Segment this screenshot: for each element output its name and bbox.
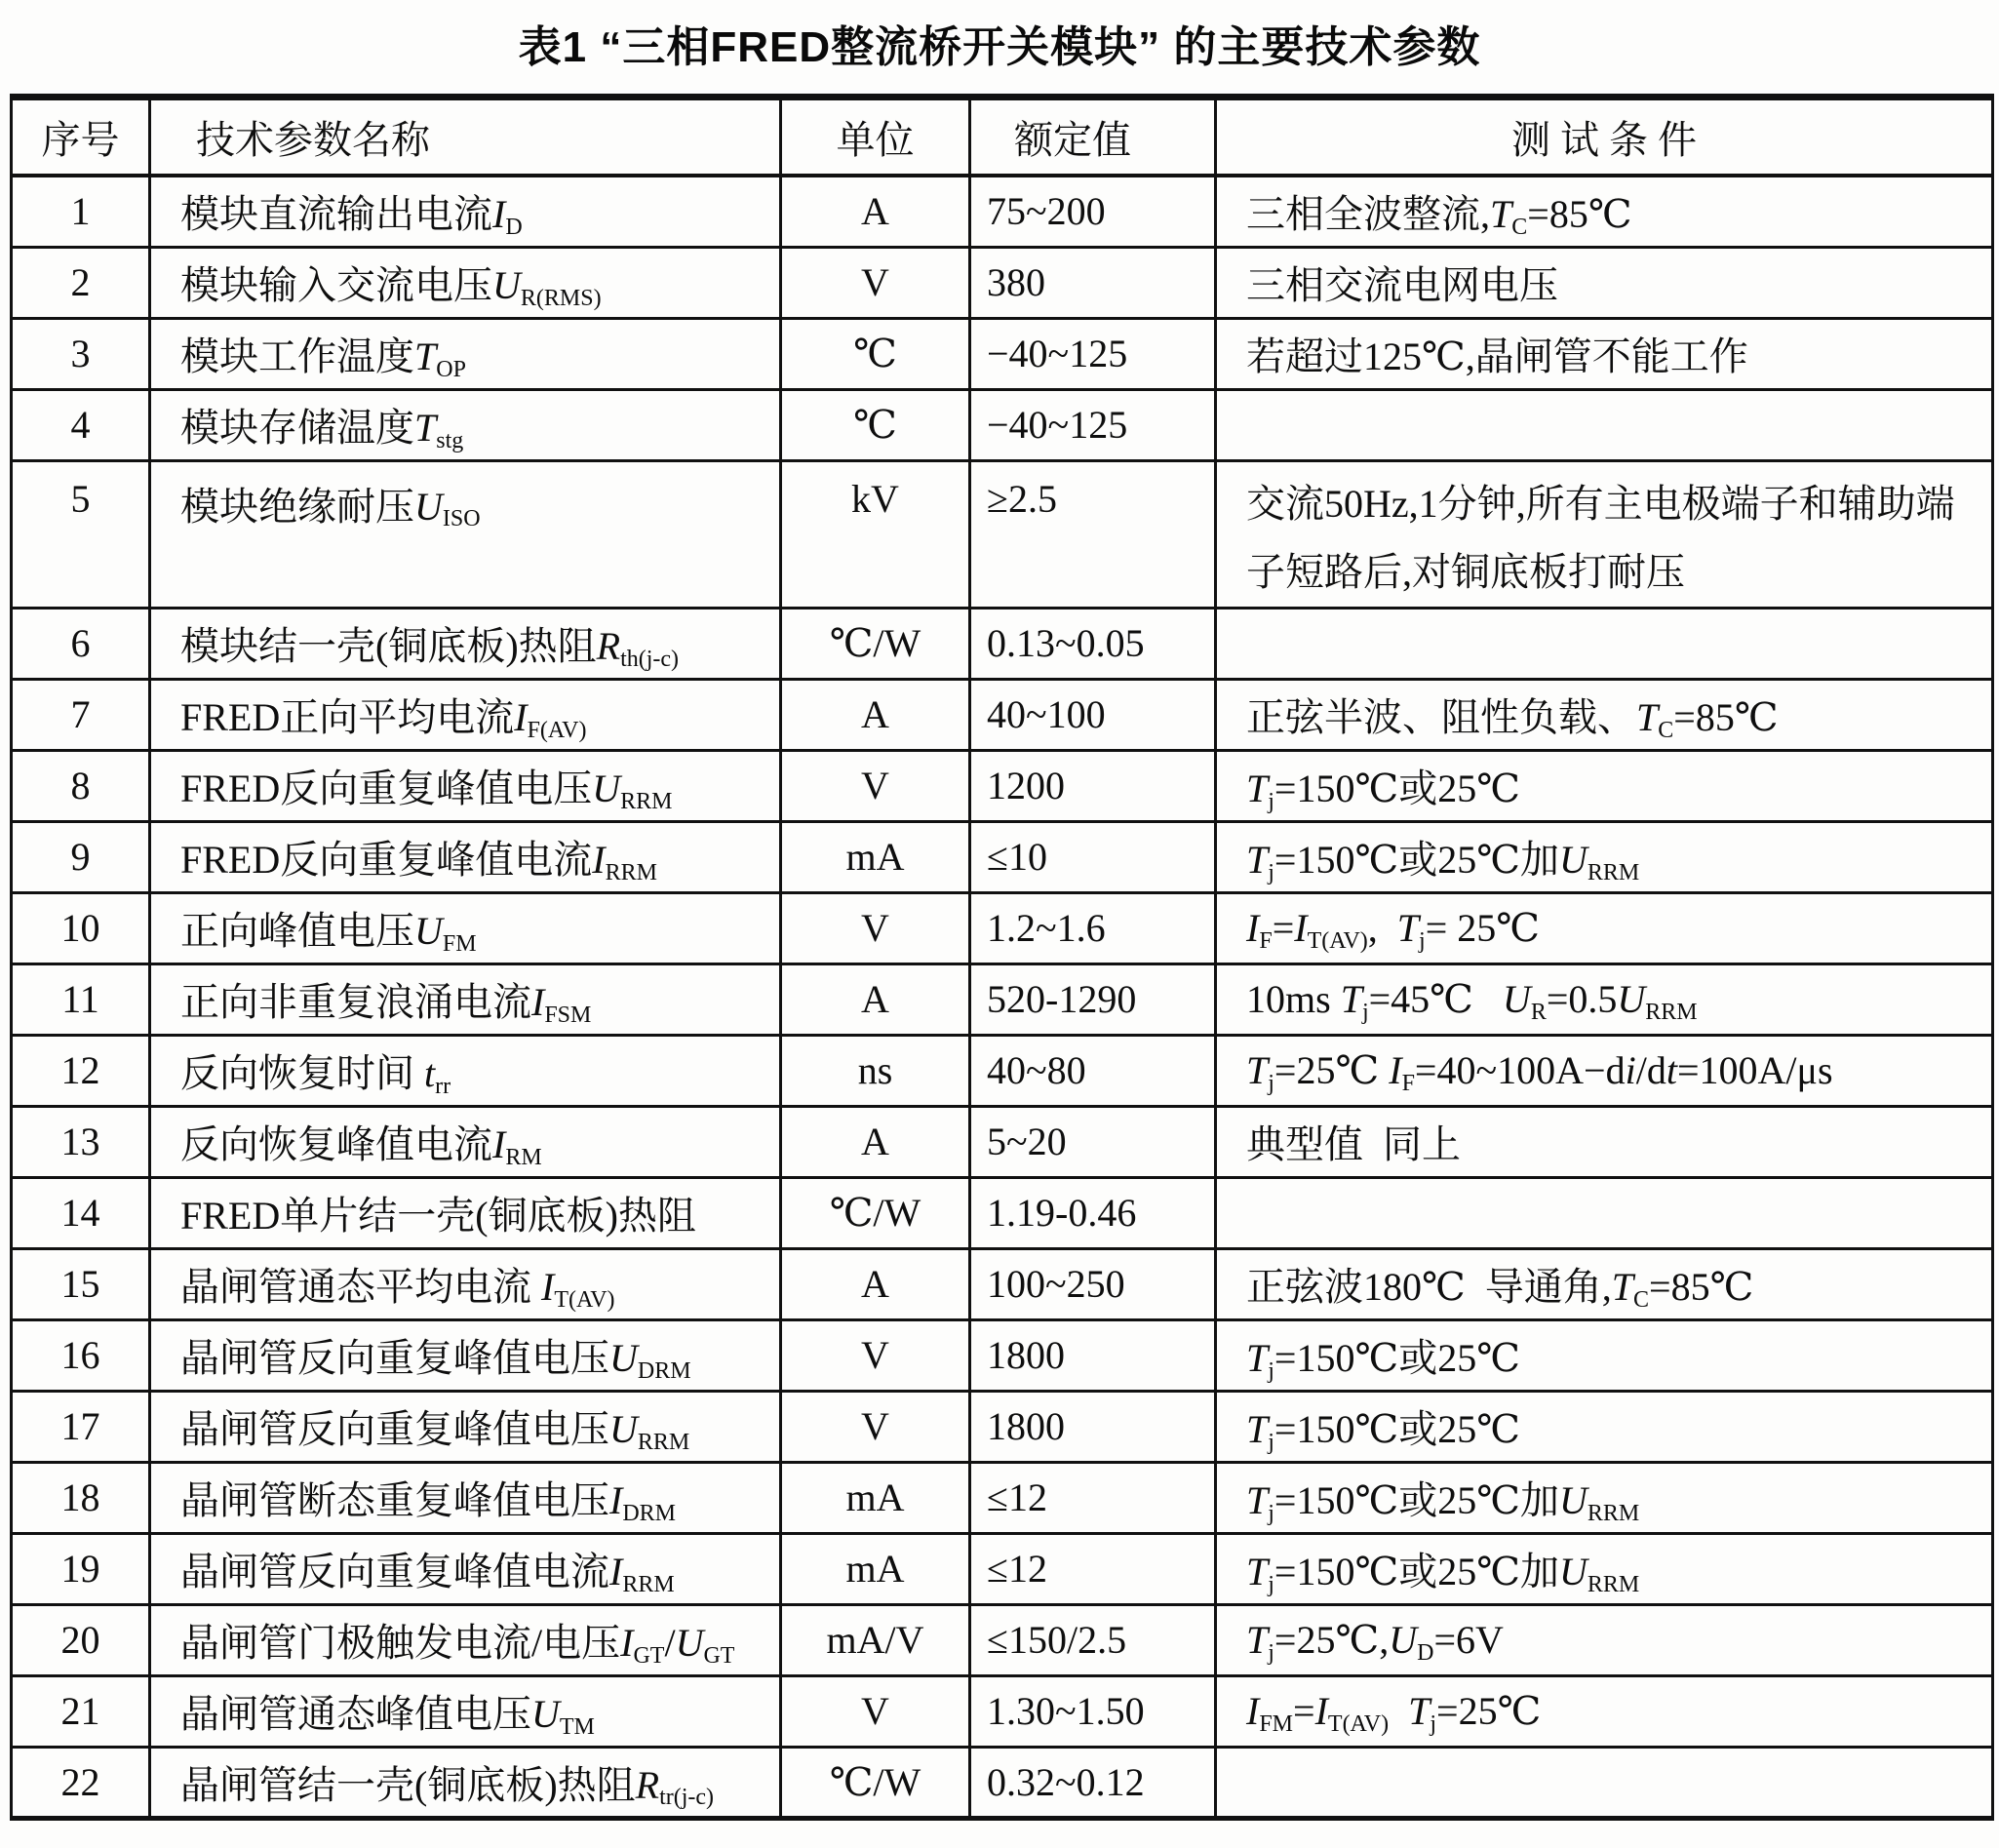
test-condition-cell: 正弦波180℃ 导通角$,T_C=85℃$ bbox=[1216, 1248, 1993, 1319]
row-serial-number: 2 bbox=[12, 247, 150, 318]
unit-cell: V bbox=[781, 1319, 970, 1391]
unit-cell: V bbox=[781, 1675, 970, 1747]
unit-cell: ℃ bbox=[781, 389, 970, 460]
test-condition-cell: 典型值 同上 bbox=[1216, 1106, 1993, 1177]
test-condition-cell: $T_j=25℃$ $I_F=40\sim 100A-di/dt=100A/\mu s$ bbox=[1216, 1035, 1993, 1106]
rated-value-cell: 1800 bbox=[970, 1391, 1216, 1462]
unit-cell: ℃/W bbox=[781, 608, 970, 679]
header-parameter-name: 技术参数名称 bbox=[150, 98, 781, 177]
table-row bbox=[12, 1604, 1993, 1675]
table-row bbox=[12, 1747, 1993, 1818]
table-body bbox=[12, 176, 1993, 1818]
table-row bbox=[12, 247, 1993, 318]
test-condition-cell bbox=[1216, 1177, 1993, 1248]
test-condition-cell: $T_j=150℃$或25℃加$U_{RRM}$ bbox=[1216, 1533, 1993, 1604]
row-serial-number: 12 bbox=[12, 1035, 150, 1106]
unit-cell: V bbox=[781, 1391, 970, 1462]
parameter-name-cell: 晶闸管反向重复峰值电压$U_{RRM}$ bbox=[150, 1391, 781, 1462]
unit-cell: A bbox=[781, 1106, 970, 1177]
rated-value-cell: 1.2~1.6 bbox=[970, 892, 1216, 963]
header-serial-number: 序号 bbox=[12, 98, 150, 177]
test-condition-cell: 三相交流电网电压 bbox=[1216, 247, 1993, 318]
table-row bbox=[12, 1462, 1993, 1533]
parameter-name-cell: 晶闸管反向重复峰值电流$I_{RRM}$ bbox=[150, 1533, 781, 1604]
parameter-name-cell: 晶闸管断态重复峰值电压$I_{DRM}$ bbox=[150, 1462, 781, 1533]
table-row bbox=[12, 176, 1993, 247]
table-row bbox=[12, 389, 1993, 460]
rated-value-cell: 0.13~0.05 bbox=[970, 608, 1216, 679]
row-serial-number: 21 bbox=[12, 1675, 150, 1747]
table-row bbox=[12, 1035, 1993, 1106]
test-condition-cell: 交流50Hz,1分钟,所有主电极端子和辅助端子短路后,对铜底板打耐压 bbox=[1216, 460, 1993, 608]
parameter-name-cell: FRED反向重复峰值电流$I_{RRM}$ bbox=[150, 821, 781, 892]
table-row bbox=[12, 1675, 1993, 1747]
table-row bbox=[12, 1177, 1993, 1248]
unit-cell: ℃ bbox=[781, 318, 970, 389]
rated-value-cell: 1800 bbox=[970, 1319, 1216, 1391]
parameter-name-cell: FRED反向重复峰值电压$U_{RRM}$ bbox=[150, 750, 781, 821]
row-serial-number: 15 bbox=[12, 1248, 150, 1319]
row-serial-number: 8 bbox=[12, 750, 150, 821]
row-serial-number: 5 bbox=[12, 460, 150, 608]
row-serial-number: 1 bbox=[12, 176, 150, 247]
table-row bbox=[12, 821, 1993, 892]
rated-value-cell: −40~125 bbox=[970, 389, 1216, 460]
rated-value-cell: 75~200 bbox=[970, 176, 1216, 247]
test-condition-cell: $I_F=I_{T(AV)}$, $T_j=$ 25℃ bbox=[1216, 892, 1993, 963]
table-row bbox=[12, 1106, 1993, 1177]
test-condition-cell: $T_j=150℃$或25℃ bbox=[1216, 750, 1993, 821]
test-condition-cell: 正弦半波、阻性负载、$T_C=85℃$ bbox=[1216, 679, 1993, 750]
test-condition-cell bbox=[1216, 389, 1993, 460]
parameter-name-cell: 模块工作温度$T_{OP}$ bbox=[150, 318, 781, 389]
row-serial-number: 16 bbox=[12, 1319, 150, 1391]
parameter-name-cell: 反向恢复时间 $t_{rr}$ bbox=[150, 1035, 781, 1106]
row-serial-number: 9 bbox=[12, 821, 150, 892]
rated-value-cell: −40~125 bbox=[970, 318, 1216, 389]
test-condition-cell: $T_j=150℃$或25℃加$U_{RRM}$ bbox=[1216, 1462, 1993, 1533]
parameter-name-cell: 晶闸管结一壳(铜底板)热阻$R_{tr(j-c)}$ bbox=[150, 1747, 781, 1818]
unit-cell: A bbox=[781, 679, 970, 750]
parameter-name-cell: 正向峰值电压$U_{FM}$ bbox=[150, 892, 781, 963]
row-serial-number: 11 bbox=[12, 963, 150, 1035]
rated-value-cell: 40~80 bbox=[970, 1035, 1216, 1106]
parameter-name-cell: 晶闸管门极触发电流/电压$I_{GT}/U_{GT}$ bbox=[150, 1604, 781, 1675]
rated-value-cell: ≤12 bbox=[970, 1533, 1216, 1604]
parameter-name-cell: 模块输入交流电压$U_{R(RMS)}$ bbox=[150, 247, 781, 318]
row-serial-number: 6 bbox=[12, 608, 150, 679]
parameter-name-cell: 正向非重复浪涌电流$I_{FSM}$ bbox=[150, 963, 781, 1035]
rated-value-cell: 1.19-0.46 bbox=[970, 1177, 1216, 1248]
rated-value-cell: ≥2.5 bbox=[970, 460, 1216, 608]
test-condition-cell: $T_j=150℃$或25℃加$U_{RRM}$ bbox=[1216, 821, 1993, 892]
unit-cell: mA bbox=[781, 1533, 970, 1604]
row-serial-number: 4 bbox=[12, 389, 150, 460]
test-condition-cell: 若超过125℃,晶闸管不能工作 bbox=[1216, 318, 1993, 389]
unit-cell: mA bbox=[781, 821, 970, 892]
table-row bbox=[12, 1391, 1993, 1462]
test-condition-cell bbox=[1216, 1747, 1993, 1818]
row-serial-number: 14 bbox=[12, 1177, 150, 1248]
test-condition-cell bbox=[1216, 608, 1993, 679]
unit-cell: ℃/W bbox=[781, 1177, 970, 1248]
parameter-name-cell: 模块直流输出电流$I_D$ bbox=[150, 176, 781, 247]
parameter-name-cell: 晶闸管通态平均电流 $I_{T(AV)}$ bbox=[150, 1248, 781, 1319]
parameter-name-cell: 反向恢复峰值电流$I_{RM}$ bbox=[150, 1106, 781, 1177]
row-serial-number: 19 bbox=[12, 1533, 150, 1604]
parameter-name-cell: 模块绝缘耐压$U_{ISO}$ bbox=[150, 460, 781, 608]
row-serial-number: 18 bbox=[12, 1462, 150, 1533]
parameter-name-cell: 模块存储温度$T_{stg}$ bbox=[150, 389, 781, 460]
table-row bbox=[12, 318, 1993, 389]
row-serial-number: 22 bbox=[12, 1747, 150, 1818]
rated-value-cell: 5~20 bbox=[970, 1106, 1216, 1177]
test-condition-cell: $I_{FM}=I_{T(AV)}$ $T_j=25℃$ bbox=[1216, 1675, 1993, 1747]
table-title: 表1 “三相FRED整流桥开关模块” 的主要技术参数 bbox=[518, 23, 1481, 71]
parameter-name-cell: 模块结一壳(铜底板)热阻$R_{th(j-c)}$ bbox=[150, 608, 781, 679]
rated-value-cell: 40~100 bbox=[970, 679, 1216, 750]
row-serial-number: 3 bbox=[12, 318, 150, 389]
header-test-conditions: 测 试 条 件 bbox=[1216, 98, 1993, 177]
test-condition-cell: $T_j=150℃$或25℃ bbox=[1216, 1319, 1993, 1391]
rated-value-cell: 380 bbox=[970, 247, 1216, 318]
row-serial-number: 10 bbox=[12, 892, 150, 963]
header-unit: 单位 bbox=[781, 98, 970, 177]
test-condition-cell: 三相全波整流$,T_C=85℃$ bbox=[1216, 176, 1993, 247]
rated-value-cell: ≤12 bbox=[970, 1462, 1216, 1533]
row-serial-number: 20 bbox=[12, 1604, 150, 1675]
parameter-name-cell: FRED正向平均电流$I_{F(AV)}$ bbox=[150, 679, 781, 750]
table-row bbox=[12, 892, 1993, 963]
rated-value-cell: 0.32~0.12 bbox=[970, 1747, 1216, 1818]
row-serial-number: 17 bbox=[12, 1391, 150, 1462]
table-row bbox=[12, 460, 1993, 608]
test-condition-cell: 10ms $T_j=45℃$ $U_R=0.5U_{RRM}$ bbox=[1216, 963, 1993, 1035]
rated-value-cell: 100~250 bbox=[970, 1248, 1216, 1319]
unit-cell: A bbox=[781, 963, 970, 1035]
rated-value-cell: ≤150/2.5 bbox=[970, 1604, 1216, 1675]
table-row bbox=[12, 750, 1993, 821]
unit-cell: A bbox=[781, 1248, 970, 1319]
unit-cell: V bbox=[781, 247, 970, 318]
unit-cell: ns bbox=[781, 1035, 970, 1106]
test-condition-cell: $T_j=150℃$或25℃ bbox=[1216, 1391, 1993, 1462]
table-row bbox=[12, 1248, 1993, 1319]
unit-cell: ℃/W bbox=[781, 1747, 970, 1818]
test-condition-cell: $T_j=25℃,U_D=6V$ bbox=[1216, 1604, 1993, 1675]
row-serial-number: 7 bbox=[12, 679, 150, 750]
unit-cell: mA bbox=[781, 1462, 970, 1533]
parameter-name-cell: 晶闸管通态峰值电压$U_{TM}$ bbox=[150, 1675, 781, 1747]
rated-value-cell: 1.30~1.50 bbox=[970, 1675, 1216, 1747]
rated-value-cell: 1200 bbox=[970, 750, 1216, 821]
parameter-name-cell: FRED单片结一壳(铜底板)热阻 bbox=[150, 1177, 781, 1248]
table-row bbox=[12, 963, 1993, 1035]
rated-value-cell: ≤10 bbox=[970, 821, 1216, 892]
unit-cell: mA/V bbox=[781, 1604, 970, 1675]
table-row bbox=[12, 679, 1993, 750]
parameters-table bbox=[10, 94, 1994, 1821]
unit-cell: V bbox=[781, 892, 970, 963]
row-serial-number: 13 bbox=[12, 1106, 150, 1177]
table-row bbox=[12, 1319, 1993, 1391]
unit-cell: A bbox=[781, 176, 970, 247]
table-row bbox=[12, 608, 1993, 679]
table-row bbox=[12, 1533, 1993, 1604]
rated-value-cell: 520-1290 bbox=[970, 963, 1216, 1035]
unit-cell: V bbox=[781, 750, 970, 821]
header-row bbox=[12, 98, 1993, 177]
unit-cell: kV bbox=[781, 460, 970, 608]
parameter-name-cell: 晶闸管反向重复峰值电压$U_{DRM}$ bbox=[150, 1319, 781, 1391]
header-rated-value: 额定值 bbox=[970, 98, 1216, 177]
